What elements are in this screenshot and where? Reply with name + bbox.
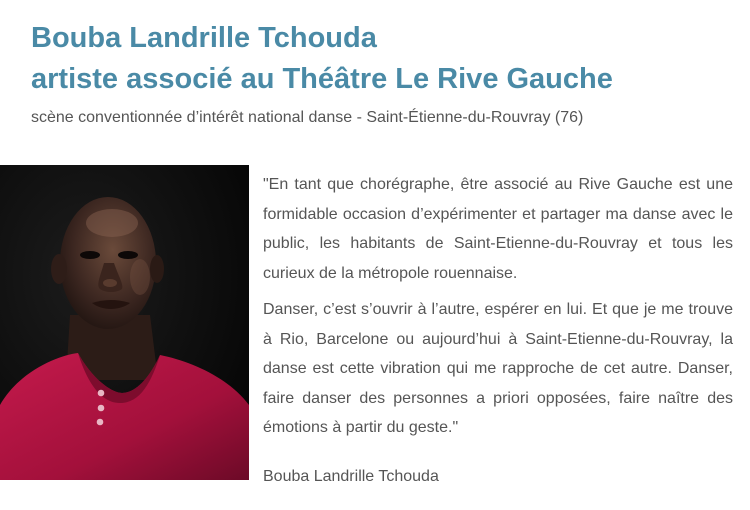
quote-text — [263, 170, 733, 450]
artist-portrait — [0, 165, 249, 480]
quote-paragraph-2: Danser, c’est s’ouvrir à l’autre, espérer en lui. Et que je me trouve à Rio, Barcelone ou aujourd’hui à Saint-Etienne-du-Rouvray, la danse est cette vibration qui me rapproche de cet autre. Danser, faire danser des personnes a priori opposées, faire naître des émotions à partir du geste." — [263, 301, 733, 436]
quote-signature: Bouba Landrille Tchouda — [263, 468, 439, 485]
page-title — [31, 18, 613, 100]
title-line-name: Bouba Landrille Tchouda — [31, 22, 377, 54]
page-subtitle: scène conventionnée d’intérêt national danse - Saint-Étienne-du-Rouvray (76) — [31, 109, 584, 126]
portrait-illustration — [0, 165, 249, 480]
quote-paragraph-1: "En tant que chorégraphe, être associé au Rive Gauche est une formidable occasion d’expérimenter et partager ma danse avec le public, les habitants de Saint-Etienne-du-Rouvray et tous les curieux de la métropole rouennaise. — [263, 176, 733, 282]
title-line-role: artiste associé au Théâtre Le Rive Gauche — [31, 63, 613, 95]
